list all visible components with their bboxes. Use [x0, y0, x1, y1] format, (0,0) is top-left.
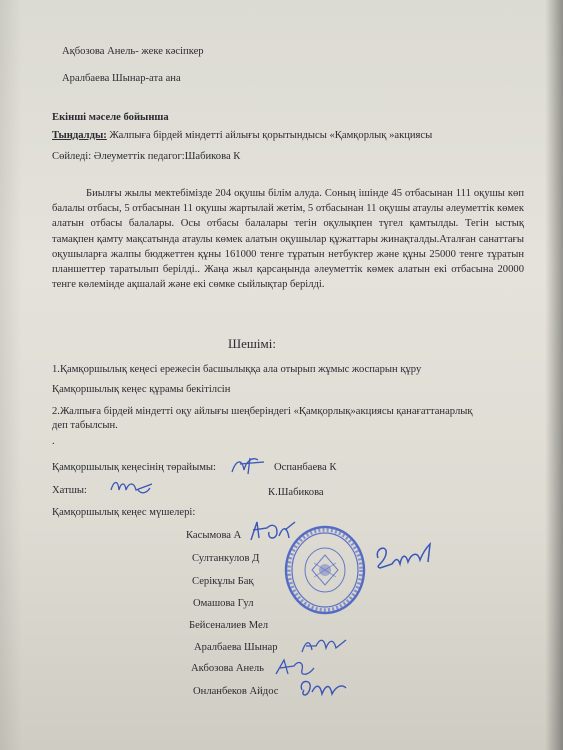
page-shadow-left: [0, 0, 22, 750]
listened-text: Жалпыға бірдей міндетті айлығы қорытындысы «Қамқорлық »акциясы: [106, 130, 433, 141]
member-4: Омашова Гул: [193, 598, 254, 609]
member-2: Султанкулов Д: [192, 553, 260, 564]
decision-1: 1.Қамқоршылық кеңесі ережесін басшылыққа ала отырып жұмыс жоспарын құру: [52, 364, 422, 375]
member-3: Серікұлы Бақ: [192, 576, 254, 587]
member-6-signature: [298, 634, 348, 658]
member-6: Аралбаева Шынар: [194, 642, 278, 653]
official-stamp: [284, 525, 366, 615]
decision-heading: Шешімі:: [228, 336, 276, 351]
decision-dot: .: [52, 436, 55, 447]
secretary-signature: [108, 476, 156, 498]
member-8-signature: [296, 676, 350, 704]
member-7: Акбозова Анель: [191, 663, 264, 674]
member-1: Касымова А: [186, 530, 242, 541]
section-title: Екінші мәселе бойынша: [52, 112, 169, 123]
speaker-line: Сөйледі: Әлеуметтік педагог:Шабикова К: [52, 151, 241, 162]
report-paragraph: [52, 186, 524, 292]
attendee-line-1: Ақбозова Анель- жеке кәсіпкер: [62, 46, 204, 57]
decision-2b: деп табылсын.: [52, 420, 118, 431]
listened-label: Тыңдалды:: [52, 130, 107, 141]
chair-signature: [228, 452, 270, 478]
member-5: Бейсеналиев Мел: [189, 620, 269, 631]
secretary-name: К.Шабикова: [268, 487, 324, 498]
chair-name: Оспанбаева К: [274, 462, 337, 473]
secretary-label: Хатшы:: [52, 485, 87, 496]
decision-1b: Қамқоршылық кеңес құрамы бекітілсін: [52, 384, 231, 395]
decision-2: 2.Жалпыға бірдей міндетті оқу айлығы шеңберіндегі «Қамқорлық»акциясы қанағаттанарлық: [52, 406, 473, 417]
page-shadow-right: [545, 0, 563, 750]
listened-line: [52, 129, 432, 142]
report-text: Биылғы жылы мектебімізде 204 оқушы білім алуда. Соның ішінде 45 отбасынан 111 оқушы көп балалы отбасы, 5 отбасынан 11 оқушы жартылай жетім, 5 отбасынан 11 оқушы атаулы әлеуметтік көмек алатын отбасы балалары. Осы отбасы балалары тегін оқулықпен түгел қамтылды. Тегін ыстық тамақпен қамту мақсатында атаулы көмек алатын оқушылар құжаттары жинақталды.Аталған санаттағы оқушыларға жалпы бюджеттен құны 161000 тенге тұратын нетбуктер және құны 25000 тенге тұратын планшеттер таратылып берілді.. Жаңа жыл қарсаңында әлеуметтік көмек алатын екі отбасына 20000 тенге көлемінде ақшалай және екі сөмке сыйлықтар берілді.: [52, 188, 524, 291]
attendee-line-2: Аралбаева Шынар-ата ана: [62, 73, 181, 84]
members-label: Қамқоршылық кеңес мүшелері:: [52, 507, 196, 518]
member-8: Онланбеков Айдос: [193, 686, 279, 697]
chair-label: Қамқоршылық кеңесінің төрайымы:: [52, 462, 216, 473]
member-2-signature: [372, 540, 436, 574]
